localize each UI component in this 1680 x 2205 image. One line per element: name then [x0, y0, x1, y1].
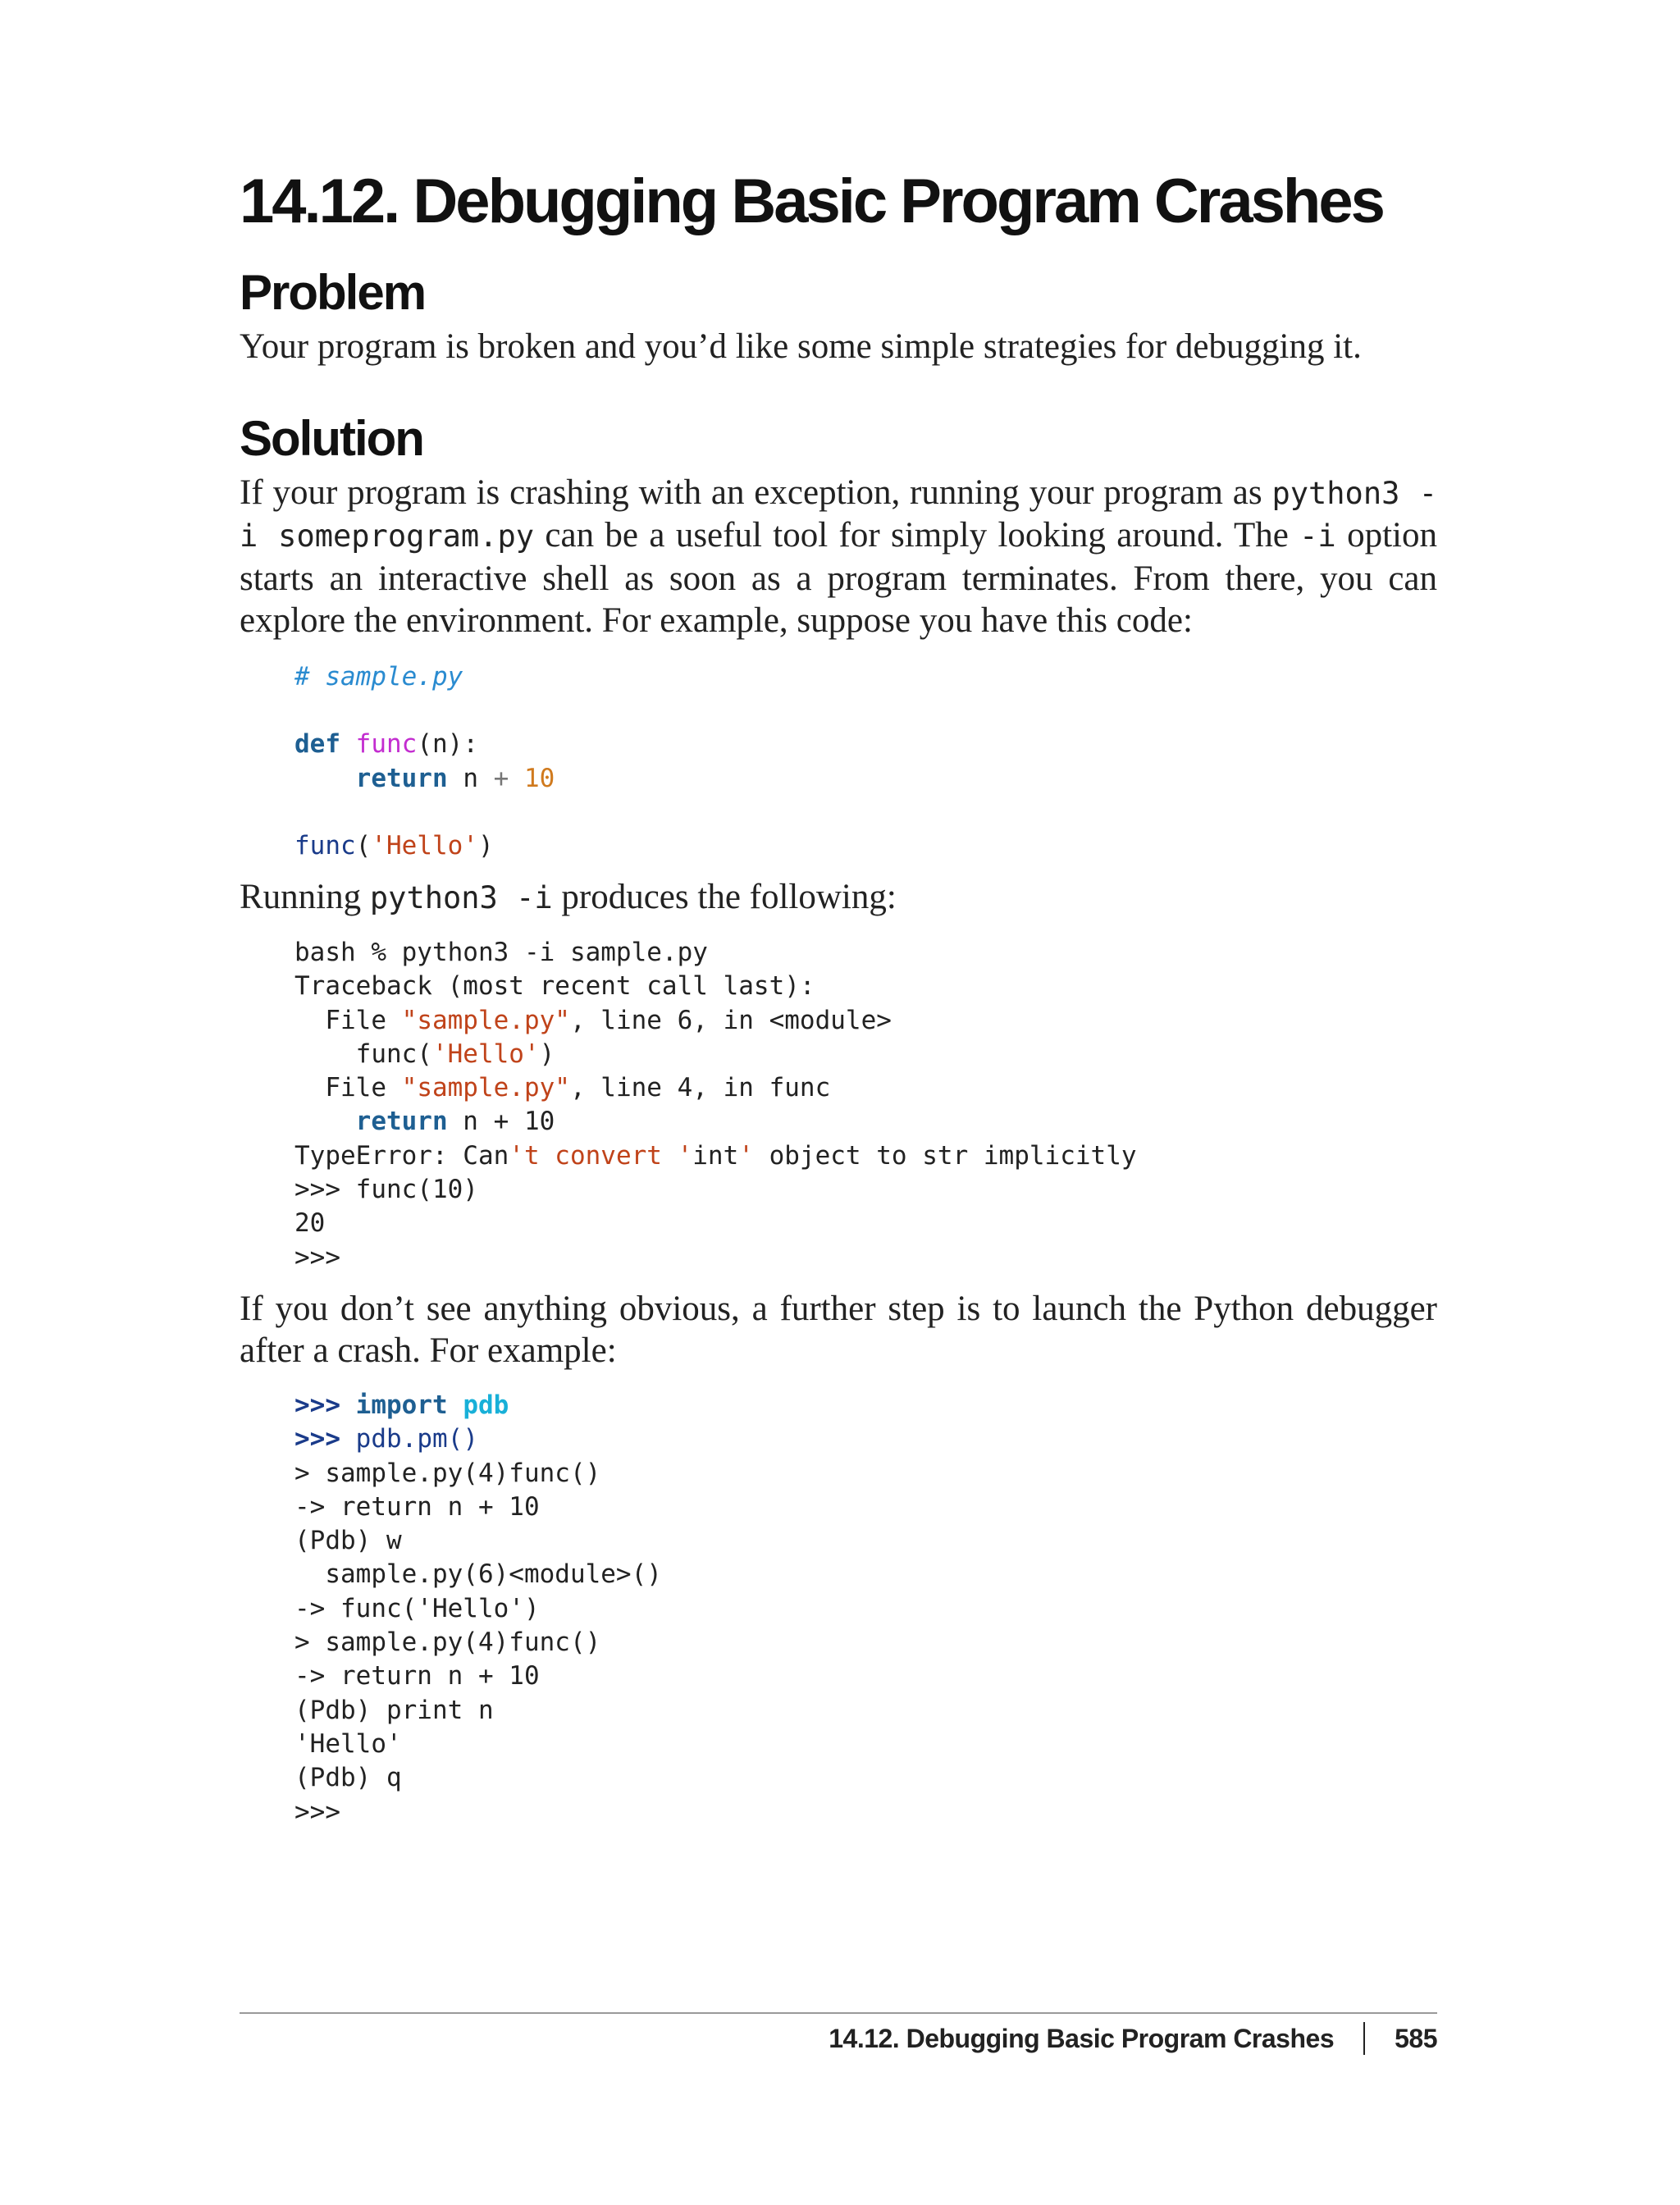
code-block-traceback: [294, 936, 1437, 1275]
code-keyword: def: [294, 729, 340, 760]
code-string: 't convert ': [509, 1140, 693, 1171]
problem-heading: Problem: [240, 265, 426, 321]
solution-heading: Solution: [240, 410, 423, 466]
footer-section-title: 14.12. Debugging Basic Program Crashes: [829, 2023, 1335, 2053]
code-string: "sample.py": [401, 1073, 570, 1103]
code-text: ): [477, 831, 494, 861]
code-text: , line 4, in func: [569, 1073, 831, 1103]
code-line: bash % python3 -i sample.py: [294, 937, 708, 967]
code-number: 10: [524, 763, 555, 793]
code-operator: +: [493, 763, 509, 793]
inline-code: python3 -i someprogram.py: [240, 475, 1437, 555]
code-string: "sample.py": [401, 1005, 570, 1035]
code-text: ): [539, 1039, 555, 1069]
inline-code: python3 -i: [369, 880, 553, 916]
inline-code: -i: [1299, 518, 1336, 555]
code-prompt: >>>: [294, 1424, 340, 1454]
code-text: n: [463, 763, 478, 793]
code-line: >>>: [294, 1796, 340, 1827]
code-text: , line 6, in <module>: [569, 1005, 892, 1035]
code-line: -> func('Hello'): [294, 1593, 540, 1623]
code-keyword: return: [355, 763, 448, 793]
code-line: -> return n + 10: [294, 1491, 540, 1522]
problem-text: Your program is broken and you’d like some simple strategies for debugging it.: [240, 327, 1362, 367]
code-block-sample: [294, 660, 1437, 864]
code-text: func(: [294, 1039, 432, 1069]
solution-paragraph-1: [240, 472, 1437, 642]
code-line: Traceback (most recent call last):: [294, 971, 815, 1002]
footer-separator: [1363, 2022, 1365, 2055]
text-run: option starts an interactive shell as soon as a program terminates. From there, you can explore the environment. For example, suppose you have this code:: [240, 516, 1437, 641]
solution-paragraph-2: [240, 876, 1437, 920]
footer-divider: [240, 2012, 1437, 2014]
code-line: > sample.py(4)func(): [294, 1628, 601, 1658]
code-line: 20: [294, 1208, 326, 1239]
code-text: (: [355, 831, 372, 861]
solution-paragraph-3: If you don’t see anything obvious, a further step is to launch the Python debugger after a crash. For example:: [240, 1289, 1437, 1371]
code-block-pdb: [294, 1389, 1437, 1829]
text-run: can be a useful tool for simply looking around. The: [534, 516, 1300, 555]
code-text: (n):: [417, 729, 478, 760]
code-text: n + 10: [447, 1107, 555, 1137]
code-line: (Pdb) w: [294, 1526, 402, 1556]
page-content: [240, 164, 1437, 1829]
code-line: > sample.py(4)func(): [294, 1458, 601, 1488]
code-function-name: func: [355, 729, 418, 760]
code-line: -> return n + 10: [294, 1661, 540, 1691]
section-heading: 14.12. Debugging Basic Program Crashes: [240, 167, 1383, 236]
code-text: int: [692, 1140, 739, 1171]
code-line: (Pdb) q: [294, 1763, 402, 1793]
code-line: 'Hello': [294, 1728, 402, 1759]
page-number: 585: [1395, 2023, 1437, 2053]
page-footer: [829, 2022, 1437, 2055]
code-call: pdb.pm(): [355, 1424, 478, 1454]
code-string: 'Hello': [371, 831, 478, 861]
code-keyword: import: [355, 1390, 448, 1420]
code-string: 'Hello': [431, 1039, 540, 1069]
code-string: ': [738, 1140, 754, 1171]
code-call: func: [294, 831, 356, 861]
code-text: object to str implicitly: [753, 1140, 1137, 1171]
code-comment: # sample.py: [294, 661, 463, 692]
text-run: If your program is crashing with an exception, running your program as: [240, 472, 1272, 512]
text-run: Running: [240, 878, 370, 917]
code-line: sample.py(6)<module>(): [294, 1559, 662, 1590]
code-line: >>> func(10): [294, 1175, 478, 1205]
code-text: TypeError: Can: [294, 1140, 509, 1171]
code-line: >>>: [294, 1242, 340, 1272]
code-text: File: [294, 1005, 402, 1035]
code-line: (Pdb) print n: [294, 1695, 494, 1725]
text-run: produces the following:: [552, 878, 897, 917]
code-module: pdb: [463, 1390, 509, 1420]
code-prompt: >>>: [294, 1390, 340, 1420]
code-keyword: return: [355, 1107, 448, 1137]
code-text: File: [294, 1073, 402, 1103]
